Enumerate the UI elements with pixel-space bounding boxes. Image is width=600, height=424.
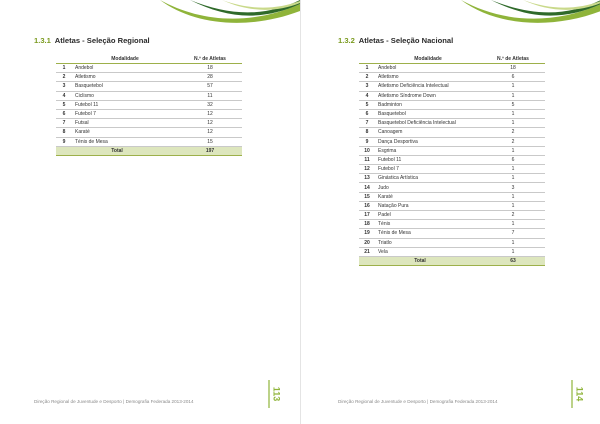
- row-atletas: 1: [481, 146, 545, 155]
- row-index: 1: [359, 64, 375, 73]
- row-modalidade: Basquetebol: [72, 82, 178, 91]
- section-number: 1.3.1: [34, 36, 51, 45]
- row-atletas: 18: [178, 64, 242, 73]
- row-index: 9: [56, 137, 72, 146]
- total-value: 197: [178, 146, 242, 155]
- row-modalidade: Dança Desportiva: [375, 137, 481, 146]
- decorative-swoosh-icon: [451, 0, 600, 34]
- national-athletes-table: [359, 54, 545, 266]
- row-atletas: 28: [178, 73, 242, 82]
- table-row: [359, 73, 545, 82]
- table-row: [359, 109, 545, 118]
- row-atletas: 57: [178, 82, 242, 91]
- row-index: 13: [359, 174, 375, 183]
- table-row: [359, 211, 545, 220]
- table-total-row: [359, 256, 545, 265]
- row-atletas: 18: [481, 64, 545, 73]
- section-title-text: Atletas - Seleção Nacional: [358, 36, 454, 45]
- row-index: 16: [359, 201, 375, 210]
- page-number-badge: [268, 380, 282, 408]
- row-modalidade: Futsal: [72, 119, 178, 128]
- page-number: 113: [271, 386, 282, 402]
- row-index: 15: [359, 192, 375, 201]
- section-title: [34, 36, 150, 45]
- row-modalidade: Atletismo Síndrome Down: [375, 91, 481, 100]
- row-atletas: 1: [481, 220, 545, 229]
- row-index: 6: [359, 109, 375, 118]
- row-atletas: 6: [481, 155, 545, 164]
- decorative-swoosh-icon: [150, 0, 300, 34]
- section-title: [338, 36, 453, 45]
- header-modalidade: Modalidade: [375, 54, 481, 64]
- row-atletas: 2: [481, 128, 545, 137]
- table-row: [359, 220, 545, 229]
- table-row: [359, 128, 545, 137]
- page-footer: Direção Regional de Juventude e Desporto | Demografia Federada 2013-2014: [34, 399, 194, 404]
- header-modalidade: Modalidade: [72, 54, 178, 64]
- row-index: 2: [56, 73, 72, 82]
- row-index: 3: [359, 82, 375, 91]
- total-label: Total: [359, 256, 481, 265]
- row-index: 6: [56, 109, 72, 118]
- table-row: [56, 137, 242, 146]
- row-atletas: 1: [481, 247, 545, 256]
- table-row: [359, 155, 545, 164]
- row-index: 7: [359, 119, 375, 128]
- row-index: 1: [56, 64, 72, 73]
- row-index: 21: [359, 247, 375, 256]
- table-row: [359, 146, 545, 155]
- row-index: 4: [56, 91, 72, 100]
- table-row: [359, 137, 545, 146]
- page-footer: Direção Regional de Juventude e Desporto | Demografia Federada 2013-2014: [338, 399, 498, 404]
- row-atletas: 1: [481, 192, 545, 201]
- row-atletas: 6: [481, 73, 545, 82]
- header-index: [56, 54, 72, 64]
- row-atletas: 5: [481, 100, 545, 109]
- table-row: [56, 100, 242, 109]
- table-total-row: [56, 146, 242, 155]
- regional-athletes-table: [56, 54, 242, 156]
- table-header-row: [359, 54, 545, 64]
- row-index: 14: [359, 183, 375, 192]
- header-atletas: N.º de Atletas: [178, 54, 242, 64]
- table-row: [56, 82, 242, 91]
- table-row: [359, 100, 545, 109]
- row-modalidade: Ténis de Mesa: [72, 137, 178, 146]
- row-index: 9: [359, 137, 375, 146]
- table-row: [56, 109, 242, 118]
- row-modalidade: Futebol 11: [72, 100, 178, 109]
- row-modalidade: Triatlo: [375, 238, 481, 247]
- table-header-row: [56, 54, 242, 64]
- row-atletas: 12: [178, 128, 242, 137]
- header-atletas: N.º de Atletas: [481, 54, 545, 64]
- row-atletas: 2: [481, 211, 545, 220]
- row-atletas: 7: [481, 229, 545, 238]
- row-modalidade: Futebol 7: [375, 165, 481, 174]
- row-atletas: 32: [178, 100, 242, 109]
- row-modalidade: Canoagem: [375, 128, 481, 137]
- right-page: [300, 0, 600, 424]
- row-index: 8: [359, 128, 375, 137]
- row-atletas: 1: [481, 119, 545, 128]
- row-modalidade: Atletismo: [375, 73, 481, 82]
- table-row: [359, 174, 545, 183]
- row-modalidade: Padel: [375, 211, 481, 220]
- total-value: 63: [481, 256, 545, 265]
- row-index: 8: [56, 128, 72, 137]
- row-index: 18: [359, 220, 375, 229]
- row-index: 12: [359, 165, 375, 174]
- section-number: 1.3.2: [338, 36, 355, 45]
- row-modalidade: Ténis: [375, 220, 481, 229]
- row-index: 19: [359, 229, 375, 238]
- table-row: [56, 73, 242, 82]
- row-atletas: 1: [481, 174, 545, 183]
- row-modalidade: Karaté: [72, 128, 178, 137]
- row-modalidade: Futebol 7: [72, 109, 178, 118]
- row-modalidade: Atletismo Deficiência Intelectual: [375, 82, 481, 91]
- table-row: [56, 128, 242, 137]
- row-atletas: 2: [481, 137, 545, 146]
- table-row: [359, 201, 545, 210]
- row-modalidade: Futebol 11: [375, 155, 481, 164]
- table-row: [359, 91, 545, 100]
- row-index: 3: [56, 82, 72, 91]
- total-label: Total: [56, 146, 178, 155]
- table-row: [359, 64, 545, 73]
- page-number-badge: [571, 380, 585, 408]
- table-row: [359, 229, 545, 238]
- row-index: 11: [359, 155, 375, 164]
- row-index: 2: [359, 73, 375, 82]
- table-row: [359, 82, 545, 91]
- row-modalidade: Judo: [375, 183, 481, 192]
- row-atletas: 1: [481, 82, 545, 91]
- row-modalidade: Karaté: [375, 192, 481, 201]
- row-atletas: 15: [178, 137, 242, 146]
- page-number: 114: [574, 386, 585, 402]
- row-modalidade: Ciclismo: [72, 91, 178, 100]
- table-row: [56, 91, 242, 100]
- row-index: 10: [359, 146, 375, 155]
- row-modalidade: Atletismo: [72, 73, 178, 82]
- row-atletas: 1: [481, 238, 545, 247]
- row-atletas: 3: [481, 183, 545, 192]
- row-modalidade: Basquetebol Deficiência Intelectual: [375, 119, 481, 128]
- table-row: [359, 192, 545, 201]
- row-atletas: 11: [178, 91, 242, 100]
- row-index: 20: [359, 238, 375, 247]
- row-modalidade: Ginástica Artística: [375, 174, 481, 183]
- header-index: [359, 54, 375, 64]
- row-modalidade: Natação Pura: [375, 201, 481, 210]
- table-row: [56, 64, 242, 73]
- table-row: [56, 119, 242, 128]
- row-index: 7: [56, 119, 72, 128]
- row-atletas: 1: [481, 109, 545, 118]
- table-row: [359, 183, 545, 192]
- row-index: 17: [359, 211, 375, 220]
- table-row: [359, 119, 545, 128]
- row-index: 5: [359, 100, 375, 109]
- row-index: 5: [56, 100, 72, 109]
- row-modalidade: Esgrima: [375, 146, 481, 155]
- row-modalidade: Andebol: [375, 64, 481, 73]
- row-modalidade: Basquetebol: [375, 109, 481, 118]
- row-modalidade: Andebol: [72, 64, 178, 73]
- section-title-text: Atletas - Seleção Regional: [54, 36, 150, 45]
- row-modalidade: Vela: [375, 247, 481, 256]
- table-row: [359, 247, 545, 256]
- row-modalidade: Badminton: [375, 100, 481, 109]
- table-row: [359, 238, 545, 247]
- row-atletas: 12: [178, 119, 242, 128]
- table-row: [359, 165, 545, 174]
- row-atletas: 1: [481, 165, 545, 174]
- row-index: 4: [359, 91, 375, 100]
- row-atletas: 1: [481, 91, 545, 100]
- row-atletas: 1: [481, 201, 545, 210]
- row-atletas: 12: [178, 109, 242, 118]
- row-modalidade: Ténis de Mesa: [375, 229, 481, 238]
